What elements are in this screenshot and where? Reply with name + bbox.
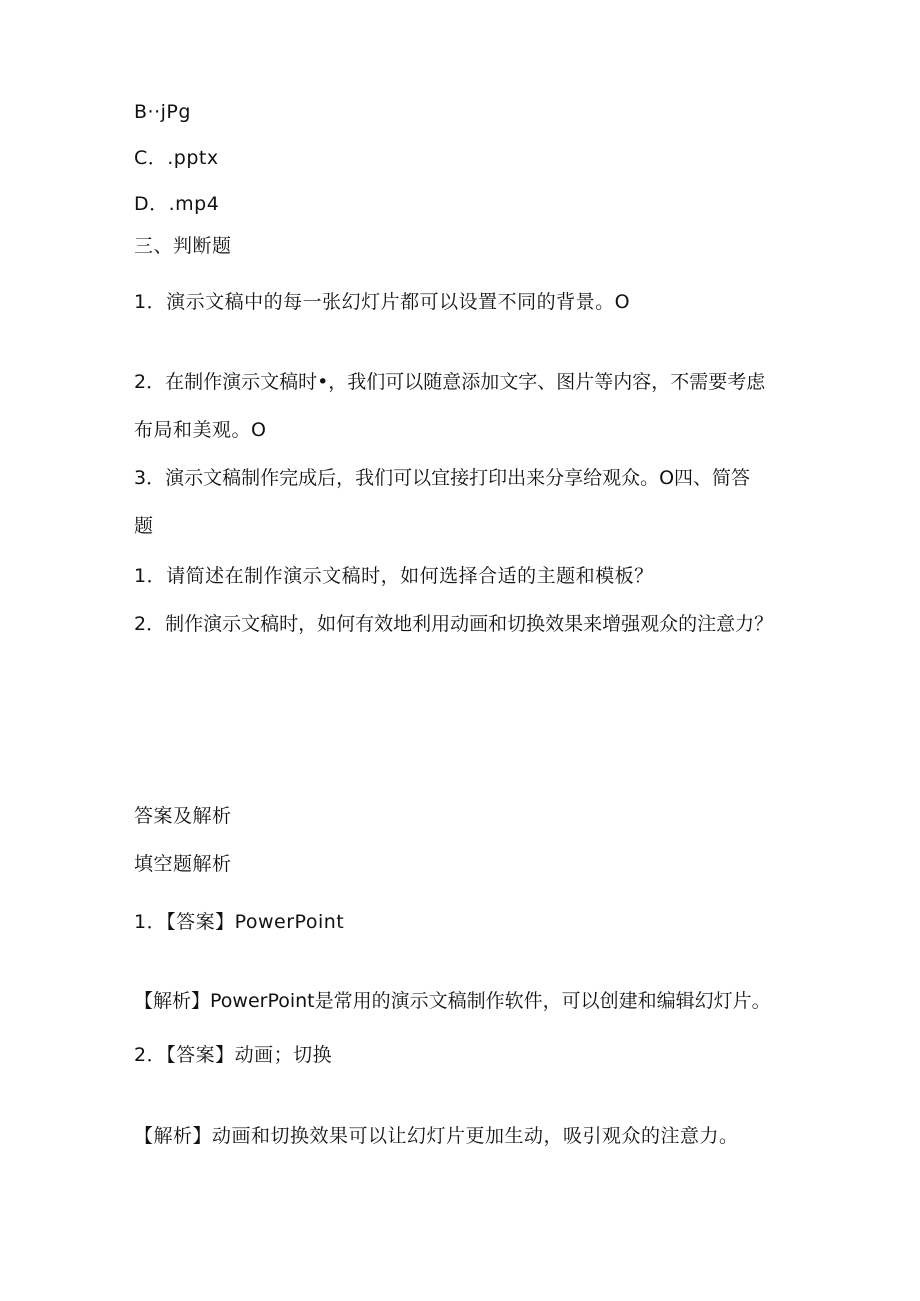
answers-heading: 答案及解析 <box>134 805 232 827</box>
judge-question-2-line-2: 布局和美观。O <box>134 419 267 441</box>
judge-question-3-line-1: 3．演示文稿制作完成后，我们可以宜接打印出来分享给观众。O四、简答 <box>134 467 751 489</box>
answer-1: 1．【答案】PowerPoint <box>134 911 345 933</box>
short-question-1: 1．请简述在制作演示文稿时，如何选择合适的主题和模板？ <box>134 565 654 587</box>
answer-1-explanation: 【解析】PowerPoint是常用的演示文稿制作软件，可以创建和编辑幻灯片。 <box>134 990 771 1012</box>
option-c: C．.pptx <box>134 147 219 169</box>
judge-question-3-line-2: 题 <box>134 515 154 537</box>
answer-2-explanation: 【解析】动画和切换效果可以让幻灯片更加生动，吸引观众的注意力。 <box>134 1125 739 1147</box>
option-b: B··jPg <box>134 101 191 123</box>
short-question-2: 2．制作演示文稿时，如何有效地利用动画和切换效果来增强观众的注意力？ <box>134 613 774 635</box>
section-heading-judge: 三、判断题 <box>134 235 232 257</box>
judge-question-2-line-1: 2．在制作演示文稿时•，我们可以随意添加文字、图片等内容，不需要考虑 <box>134 371 766 393</box>
answer-2: 2．【答案】动画；切换 <box>134 1044 333 1066</box>
answers-subheading: 填空题解析 <box>134 853 232 875</box>
option-d: D．.mp4 <box>134 193 220 215</box>
judge-question-1: 1．演示文稿中的每一张幻灯片都可以设置不同的背景。O <box>134 291 631 313</box>
